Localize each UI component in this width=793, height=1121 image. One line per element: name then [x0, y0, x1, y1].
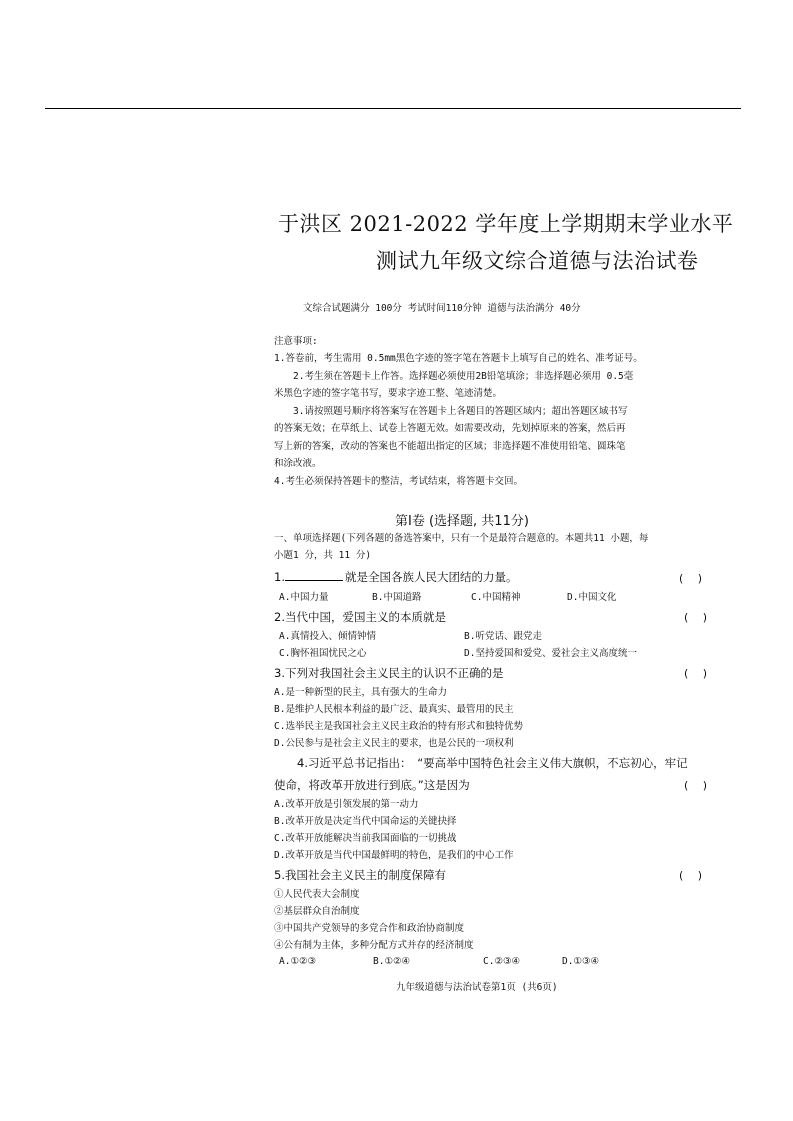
- question-4-stem-line2: 使命，将改革开放进行到底。”这是因为: [274, 778, 470, 792]
- answer-blank: [285, 569, 343, 581]
- note-line: 3.请按照题号顺序将答案写在答题卡上各题目的答题区域内；超出答题区域书写: [293, 406, 628, 417]
- section-title: 第Ⅰ卷 (选择题, 共11分): [395, 514, 529, 529]
- answer-paren: ( ): [679, 869, 703, 882]
- answer-paren: ( ): [679, 572, 703, 585]
- question-5-stem: 5.我国社会主义民主的制度保障有: [274, 868, 446, 882]
- option: D.公民参与是社会主义民主的要求，也是公民的一项权利: [274, 738, 514, 749]
- note-line: 1.答卷前，考生需用 0.5mm黑色字迹的签字笔在答题卡上填写自己的姓名、准考证号。: [274, 353, 643, 364]
- notes-heading: 注意事项:: [274, 336, 318, 347]
- option: A.真情投入、倾情钟情: [279, 631, 376, 642]
- answer-paren: ( ): [684, 667, 708, 680]
- exam-title-line1: 于洪区 2021-2022 学年度上学期期末学业水平: [278, 212, 734, 236]
- option: A.是一种新型的民主，具有强大的生命力: [274, 687, 447, 698]
- option: C.改革开放能解决当前我国面临的一切挑战: [274, 833, 457, 844]
- answer-paren: ( ): [684, 779, 708, 792]
- option: D.中国文化: [567, 592, 617, 603]
- option: C.②③④: [483, 956, 520, 967]
- option: B.改革开放是决定当代中国命运的关键抉择: [274, 816, 457, 827]
- option: D.坚持爱国和爱党、爱社会主义高度统一: [464, 648, 637, 659]
- question-1-stem: 1. 就是全国各族人民大团结的力量。: [274, 570, 518, 584]
- list-item: ③中国共产党领导的多党合作和政治协商制度: [274, 923, 465, 934]
- list-item: ①人民代表大会制度: [274, 889, 360, 900]
- exam-title-line2: 测试九年级文综合道德与法治试卷: [376, 249, 699, 273]
- list-item: ②基层群众自治制度: [274, 906, 360, 917]
- question-4-stem-line1: 4.习近平总书记指出： “要高举中国特色社会主义伟大旗帜，不忘初心，牢记: [297, 756, 688, 770]
- question-3-stem: 3.下列对我国社会主义民主的认识不正确的是: [274, 666, 504, 680]
- note-line: 写上新的答案，改动的答案也不能超出指定的区域；非选择题不准使用铅笔、圆珠笔: [274, 441, 626, 452]
- note-line: 的答案无效；在草纸上、试卷上答题无效。如需要改动，先划掉原来的答案，然后再: [274, 423, 626, 434]
- header-rule: [45, 108, 741, 109]
- option: B.听党话、跟党走: [464, 631, 542, 642]
- option: A.①②③: [279, 956, 316, 967]
- option: D.①③④: [562, 956, 599, 967]
- note-line: 2.考生须在答题卡上作答。选择题必须使用2B铅笔填涂；非选择题必须用 0.5毫: [293, 371, 634, 382]
- option: D.改革开放是当代中国最鲜明的特色，是我们的中心工作: [274, 850, 514, 861]
- section-instruction-line1: 一、单项选择题(下列各题的备选答案中，只有一个是最符合题意的。本题共11 小题，每: [274, 533, 649, 544]
- option: A.改革开放是引领发展的第一动力: [274, 799, 419, 810]
- option: C.中国精神: [471, 592, 521, 603]
- option: B.是维护人民根本利益的最广泛、最真实、最管用的民主: [274, 704, 514, 715]
- score-info: 文综合试题满分 100分 考试时间110分钟 道德与法治满分 40分: [303, 303, 581, 314]
- note-line: 和涂改液。: [274, 458, 322, 469]
- option: B.中国道路: [372, 592, 422, 603]
- note-line: 4.考生必须保持答题卡的整洁，考试结束，将答题卡交回。: [274, 476, 523, 487]
- page-footer: 九年级道德与法治试卷第1页 (共6页): [396, 982, 558, 993]
- answer-paren: ( ): [684, 611, 708, 624]
- option: C.选举民主是我国社会主义民主政治的特有形式和独特优势: [274, 721, 523, 732]
- section-instruction-line2: 小题1 分，共 11 分): [274, 550, 372, 561]
- question-2-stem: 2.当代中国，爱国主义的本质就是: [274, 610, 446, 624]
- list-item: ④公有制为主体，多种分配方式并存的经济制度: [274, 940, 474, 951]
- option: C.胸怀祖国忧民之心: [279, 648, 367, 659]
- note-line: 米黑色字迹的签字笔书写，要求字迹工整、笔迹清楚。: [274, 388, 503, 399]
- option: B.①②④: [373, 956, 410, 967]
- option: A.中国力量: [279, 592, 329, 603]
